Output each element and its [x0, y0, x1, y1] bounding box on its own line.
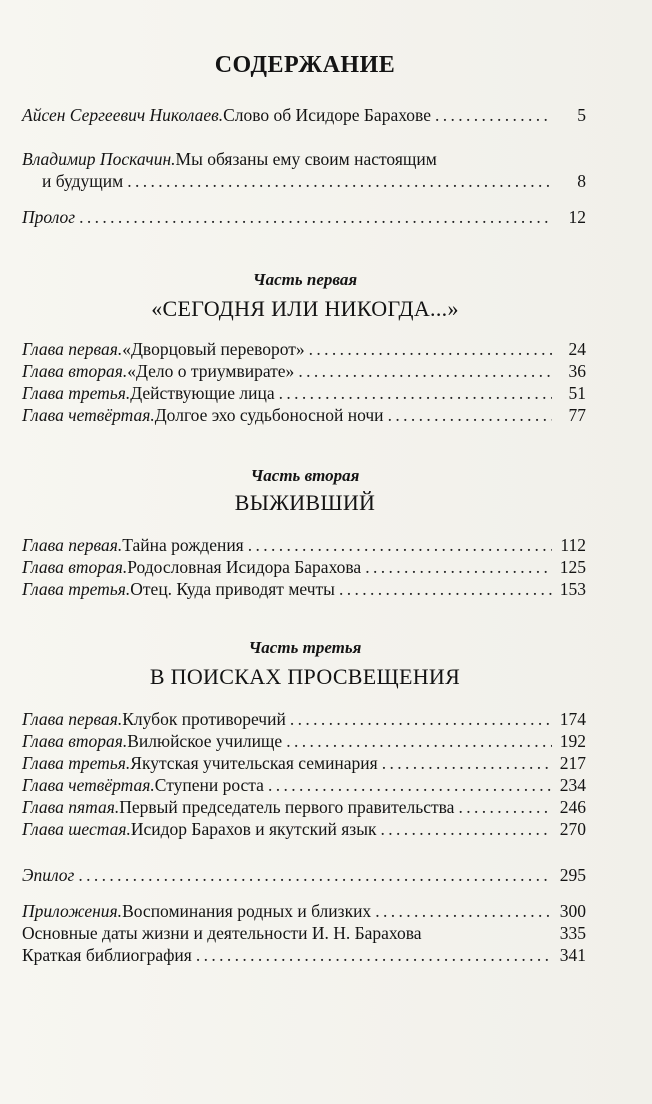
- toc-entry-prologue[interactable]: [22, 206, 586, 228]
- dot-leader: [127, 170, 552, 192]
- part-label: Часть первая: [252, 270, 358, 289]
- toc-entry-appendix[interactable]: [22, 900, 586, 922]
- entry-page: 335: [559, 923, 586, 943]
- entry-title: Мы обязаны ему своим настоящим: [175, 149, 437, 169]
- chapter-title: «Дворцовый переворот»: [122, 339, 305, 359]
- entry-page: 217: [559, 753, 586, 773]
- chapter-title: Тайна рождения: [122, 535, 244, 555]
- entry-title-continued: и будущим: [42, 171, 124, 191]
- dot-leader: [78, 864, 552, 886]
- entry-page: 77: [568, 405, 586, 425]
- dot-leader: [435, 104, 552, 126]
- entry-page: 8: [577, 171, 586, 191]
- entry-page: 5: [577, 105, 586, 125]
- entry-page: 341: [559, 945, 586, 965]
- entry-page: 295: [559, 865, 586, 885]
- part-title: «СЕГОДНЯ ИЛИ НИКОГДА...»: [151, 296, 459, 321]
- chapter-title: Первый председатель первого правительства: [119, 797, 455, 817]
- toc-entry-chapter[interactable]: [22, 774, 586, 796]
- toc-entry-chapter[interactable]: [22, 556, 586, 578]
- dot-leader: [279, 382, 552, 404]
- toc-entry-dates[interactable]: [22, 922, 586, 944]
- chapter-number: Глава первая.: [22, 709, 123, 729]
- chapter-number: Глава первая.: [22, 339, 123, 359]
- part-title: ВЫЖИВШИЙ: [234, 490, 376, 515]
- dot-leader: [382, 752, 552, 774]
- chapter-number: Глава шестая.: [22, 819, 131, 839]
- toc-entry-foreword[interactable]: [22, 104, 586, 126]
- entry-page: 153: [559, 579, 586, 599]
- chapter-number: Глава четвёртая.: [22, 405, 155, 425]
- entry-page: 174: [559, 709, 586, 729]
- dot-leader: [286, 730, 552, 752]
- entry-author: Айсен Сергеевич Николаев.: [22, 105, 224, 125]
- entry-page: 125: [559, 557, 586, 577]
- chapter-title: «Дело о триумвирате»: [127, 361, 295, 381]
- dot-leader: [309, 338, 552, 360]
- chapter-number: Глава третья.: [22, 383, 131, 403]
- toc-entry-chapter[interactable]: [22, 730, 586, 752]
- dot-leader: [79, 206, 552, 228]
- dot-leader: [365, 556, 552, 578]
- chapter-title: Отец. Куда приводят мечты: [130, 579, 335, 599]
- entry-page: 246: [559, 797, 586, 817]
- dot-leader: [375, 900, 552, 922]
- chapter-title: Ступени роста: [154, 775, 264, 795]
- entry-title: Основные даты жизни и деятельности И. Н. Барахова: [22, 923, 422, 943]
- chapter-title: Якутская учительская семинария: [130, 753, 378, 773]
- chapter-number: Глава вторая.: [22, 361, 128, 381]
- entry-page: 51: [568, 383, 586, 403]
- toc-entry-chapter[interactable]: [22, 360, 586, 382]
- entry-title: Краткая библиография: [22, 945, 192, 965]
- toc-entry-chapter[interactable]: [22, 796, 586, 818]
- chapter-number: Глава четвёртая.: [22, 775, 155, 795]
- dot-leader: [298, 360, 552, 382]
- entry-label: Пролог: [22, 207, 76, 227]
- toc-entry-chapter[interactable]: [22, 404, 586, 426]
- toc-entry-chapter[interactable]: [22, 534, 586, 556]
- dot-leader: [380, 818, 552, 840]
- entry-page: 270: [559, 819, 586, 839]
- toc-entry-poskachin[interactable]: [22, 148, 586, 192]
- entry-label: Эпилог: [22, 865, 75, 885]
- chapter-number: Глава вторая.: [22, 731, 128, 751]
- entry-page: 12: [568, 207, 586, 227]
- toc-entry-chapter[interactable]: [22, 708, 586, 730]
- chapter-title: Родословная Исидора Барахова: [127, 557, 362, 577]
- dot-leader: [196, 944, 552, 966]
- chapter-title: Клубок противоречий: [122, 709, 286, 729]
- chapter-number: Глава первая.: [22, 535, 123, 555]
- entry-author: Владимир Поскачин.: [22, 149, 176, 169]
- dot-leader: [248, 534, 552, 556]
- entry-page: 112: [560, 535, 586, 555]
- toc-title: СОДЕРЖАНИЕ: [214, 52, 396, 78]
- entry-page: 300: [559, 901, 586, 921]
- toc-entry-chapter[interactable]: [22, 338, 586, 360]
- toc-entry-chapter[interactable]: [22, 818, 586, 840]
- toc-entry-bibliography[interactable]: [22, 944, 586, 966]
- entry-page: 24: [568, 339, 586, 359]
- chapter-title: Долгое эхо судьбоносной ночи: [154, 405, 384, 425]
- dot-leader: [458, 796, 552, 818]
- chapter-title: Действующие лица: [130, 383, 275, 403]
- chapter-number: Глава вторая.: [22, 557, 128, 577]
- part-label: Часть третья: [248, 638, 362, 657]
- toc-entry-chapter[interactable]: [22, 752, 586, 774]
- entry-title: Слово об Исидоре Барахове: [223, 105, 431, 125]
- toc-entry-epilogue[interactable]: [22, 864, 586, 886]
- entry-label: Приложения.: [22, 901, 123, 921]
- part-label: Часть вторая: [250, 466, 360, 485]
- part-title: В ПОИСКАХ ПРОСВЕЩЕНИЯ: [149, 664, 461, 689]
- toc-entry-chapter[interactable]: [22, 578, 586, 600]
- dot-leader: [339, 578, 552, 600]
- chapter-number: Глава третья.: [22, 753, 131, 773]
- toc-entry-chapter[interactable]: [22, 382, 586, 404]
- entry-page: 192: [559, 731, 586, 751]
- chapter-title: Вилюйское училище: [127, 731, 283, 751]
- chapter-title: Исидор Барахов и якутский язык: [130, 819, 377, 839]
- chapter-number: Глава третья.: [22, 579, 131, 599]
- dot-leader: [290, 708, 552, 730]
- entry-page: 36: [568, 361, 586, 381]
- dot-leader: [268, 774, 552, 796]
- chapter-number: Глава пятая.: [22, 797, 120, 817]
- entry-page: 234: [559, 775, 586, 795]
- entry-title: Воспоминания родных и близких: [122, 901, 372, 921]
- dot-leader: [388, 404, 552, 426]
